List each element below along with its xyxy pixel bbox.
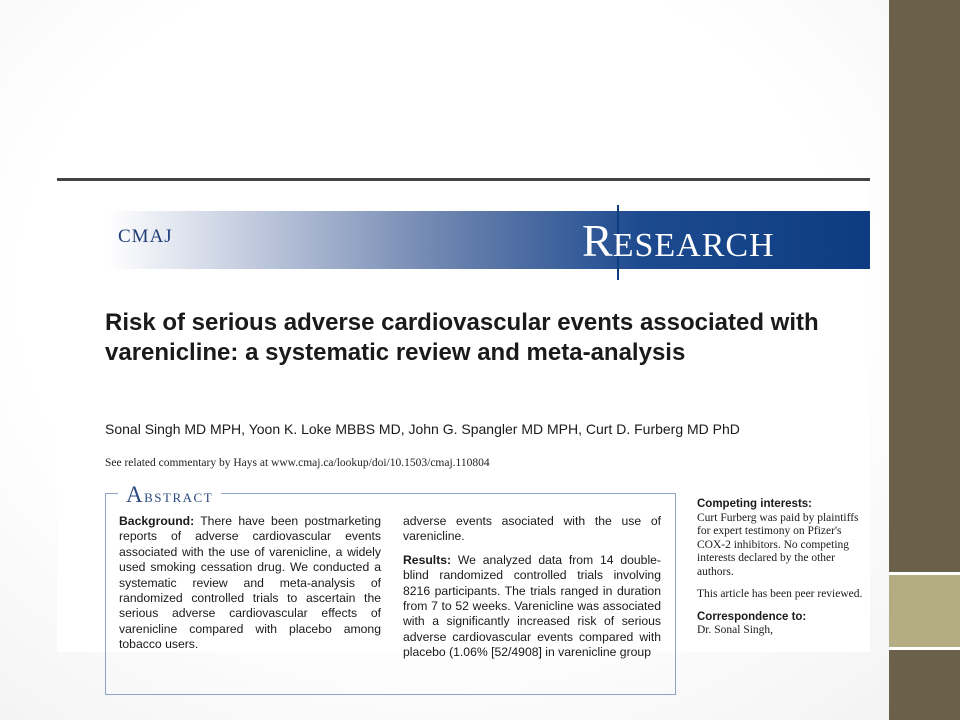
- journal-name: CMAJ: [118, 226, 173, 247]
- competing-text: Curt Furberg was paid by plaintiffs for expert testimony on Pfizer's COX-2 inhibitors. No competing interests declared by the other authors.: [697, 511, 859, 578]
- abstract-label-rest: bstract: [144, 486, 214, 507]
- correspondence-heading: Correspondence to:: [697, 610, 807, 623]
- background-heading: Background:: [119, 514, 195, 528]
- column-2-lead: adverse events asociated with the use of varenicline.: [403, 514, 661, 544]
- slide-side-accent: [889, 575, 960, 647]
- article-title: Risk of serious adverse cardiovascular events associated with varenicline: a systematic review and meta-analysis: [105, 309, 819, 366]
- author-list: Sonal Singh MD MPH, Yoon K. Loke MBBS MD, John G. Spangler MD MPH, Curt D. Furberg MD PhD: [105, 421, 740, 437]
- competing-heading: Competing interests:: [697, 498, 813, 510]
- section-first-letter: R: [582, 215, 613, 266]
- results-heading: Results:: [403, 552, 452, 567]
- background-text: There have been postmarketing reports of adverse cardiovascular events associated with the use of varenicline, a widely used smoking cessation drug. We conducted a systematic review and meta-analysis of randomized controlled trials to ascertain the serious adverse cardiovascular effects of varenicline compared with placebo among tobacco users.: [119, 514, 381, 652]
- top-rule: [57, 178, 870, 181]
- abstract-label: [118, 482, 221, 508]
- article-clipping: [57, 178, 870, 660]
- abstract-column-2: [403, 514, 661, 661]
- peer-review-note: This article has been peer reviewed.: [697, 588, 863, 600]
- slide-side-gap-bottom: [889, 647, 960, 650]
- related-commentary: See related commentary by Hays at www.cmaj.ca/lookup/doi/10.1503/cmaj.110804: [105, 457, 490, 469]
- abstract-label-text: A: [126, 482, 145, 507]
- correspondence-text: Dr. Sonal Singh,: [697, 624, 774, 636]
- section-rest: ESEARCH: [612, 227, 775, 264]
- section-heading: [582, 214, 775, 267]
- results-text: We analyzed data from 14 double-blind randomized controlled trials involving 8216 participants. The trials ranged in duration from 7 to 52 weeks. Varenicline was associated with a significantly increased risk of serious adverse cardiovascular events compared with placebo (1.06% [52/4908] in varenicline group: [403, 552, 661, 660]
- abstract-column-1: [119, 514, 381, 653]
- article-sidebar: [697, 498, 867, 647]
